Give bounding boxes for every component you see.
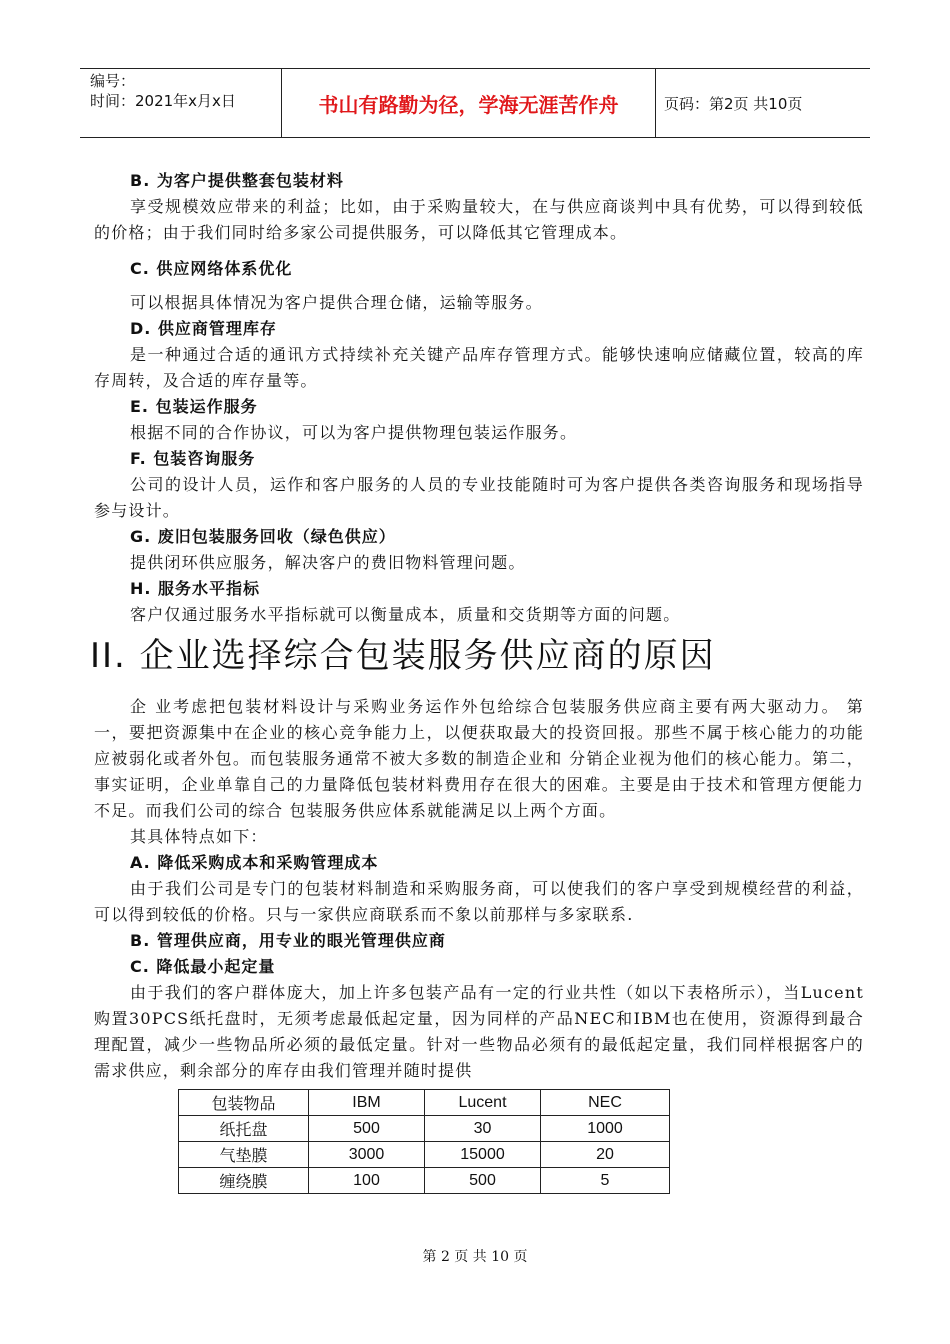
header-left: [80, 69, 282, 137]
section-e-text: 根据不同的合作协议，可以为客户提供物理包装运作服务。: [130, 423, 578, 442]
feature-a-text: 由于我们公司是专门的包装材料制造和采购服务商，可以使我们的客户享受到规模经营的利益，可以得到较低的价格。只与一家供应商联系而不象以前那样与多家联系.: [94, 879, 864, 924]
table-row: [179, 1168, 670, 1194]
section-g-heading: G. 废旧包装服务回收（绿色供应）: [130, 527, 396, 546]
table-header-cell: 包装物品: [179, 1090, 309, 1116]
table-cell: 气垫膜: [179, 1142, 309, 1168]
chapter-intro: 企 业考虑把包装材料设计与采购业务运作外包给综合包装服务供应商主要有两大驱动力。 第一，要把资源集中在企业的核心竞争能力上，以便获取最大的投资回报。那些不属于核心能力的功能应被弱化或者外包。而包装服务通常不被大多数的制造企业和 分销企业视为他们的核心能力。第二，事实证明，企业单靠自己的力量降低包装材料费用存在很大的困难。主要是由于技术和管理方便能力不足。而我们公司的综合 包装服务供应体系就能满足以上两个方面。: [94, 697, 864, 820]
section-f-heading: F. 包装咨询服务: [130, 449, 256, 468]
table-cell: 500: [425, 1168, 541, 1194]
table-header-cell: NEC: [541, 1090, 670, 1116]
table-cell: 3000: [309, 1142, 425, 1168]
chapter-title: II. 企业选择综合包装服务供应商的原因: [90, 636, 716, 676]
table-cell: 100: [309, 1168, 425, 1194]
table-header-cell: IBM: [309, 1090, 425, 1116]
table-cell: 30: [425, 1116, 541, 1142]
table-cell: 5: [541, 1168, 670, 1194]
table-cell: 20: [541, 1142, 670, 1168]
feature-c-text: 由于我们的客户群体庞大，加上许多包装产品有一定的行业共性（如以下表格所示），当Lucent购置30PCS纸托盘时，无须考虑最低起定量，因为同样的产品NEC和IBM也在使用，资源得到最合理配置，减少一些物品所必须的最低定量。针对一些物品必须有的最低起定量，我们同样根据客户的需求供应，剩余部分的库存由我们管理并随时提供: [94, 983, 864, 1080]
header-number: 编号：: [90, 72, 136, 90]
page-footer: 第 2 页 共 10 页: [422, 1249, 528, 1265]
section-g-text: 提供闭环供应服务，解决客户的费旧物料管理问题。: [130, 553, 526, 572]
table-cell: 500: [309, 1116, 425, 1142]
section-c-heading: C. 供应网络体系优化: [130, 259, 293, 278]
table-cell: 缠绕膜: [179, 1168, 309, 1194]
table-header-row: [179, 1090, 670, 1116]
feature-a-heading: A. 降低采购成本和采购管理成本: [130, 853, 379, 872]
section-b-text: 享受规模效应带来的利益；比如，由于采购量较大，在与供应商谈判中具有优势，可以得到较低的价格；由于我们同时给多家公司提供服务，可以降低其它管理成本。: [94, 197, 864, 242]
section-b-heading: B. 为客户提供整套包装材料: [130, 171, 344, 190]
packaging-table: [178, 1089, 670, 1194]
table-cell: 15000: [425, 1142, 541, 1168]
table-row: [179, 1142, 670, 1168]
section-f-text: 公司的设计人员，运作和客户服务的人员的专业技能随时可为客户提供各类咨询服务和现场指导参与设计。: [94, 475, 864, 520]
section-d-heading: D. 供应商管理库存: [130, 319, 277, 338]
section-h-text: 客户仅通过服务水平指标就可以衡量成本，质量和交货期等方面的问题。: [130, 605, 681, 624]
table-header-cell: Lucent: [425, 1090, 541, 1116]
table-row: [179, 1116, 670, 1142]
document-body: [90, 168, 864, 1084]
feature-c-heading: C. 降低最小起定量: [130, 957, 276, 976]
page-header: [80, 68, 870, 138]
table-cell: 1000: [541, 1116, 670, 1142]
section-h-heading: H. 服务水平指标: [130, 579, 261, 598]
section-e-heading: E. 包装运作服务: [130, 397, 258, 416]
table-cell: 纸托盘: [179, 1116, 309, 1142]
header-date: 时间：2021年x月x日: [90, 92, 236, 110]
section-d-text: 是一种通过合适的通讯方式持续补充关键产品库存管理方式。能够快速响应储藏位置，较高的库存周转，及合适的库存量等。: [94, 345, 864, 390]
header-page-number: 页码：第2页 共10页: [664, 94, 803, 113]
feature-b-heading: B. 管理供应商，用专业的眼光管理供应商: [130, 931, 446, 950]
features-intro: 其具体特点如下：: [130, 827, 268, 846]
header-motto: 书山有路勤为径，学海无涯苦作舟: [282, 69, 656, 137]
section-c-text: 可以根据具体情况为客户提供合理仓储，运输等服务。: [130, 293, 543, 312]
